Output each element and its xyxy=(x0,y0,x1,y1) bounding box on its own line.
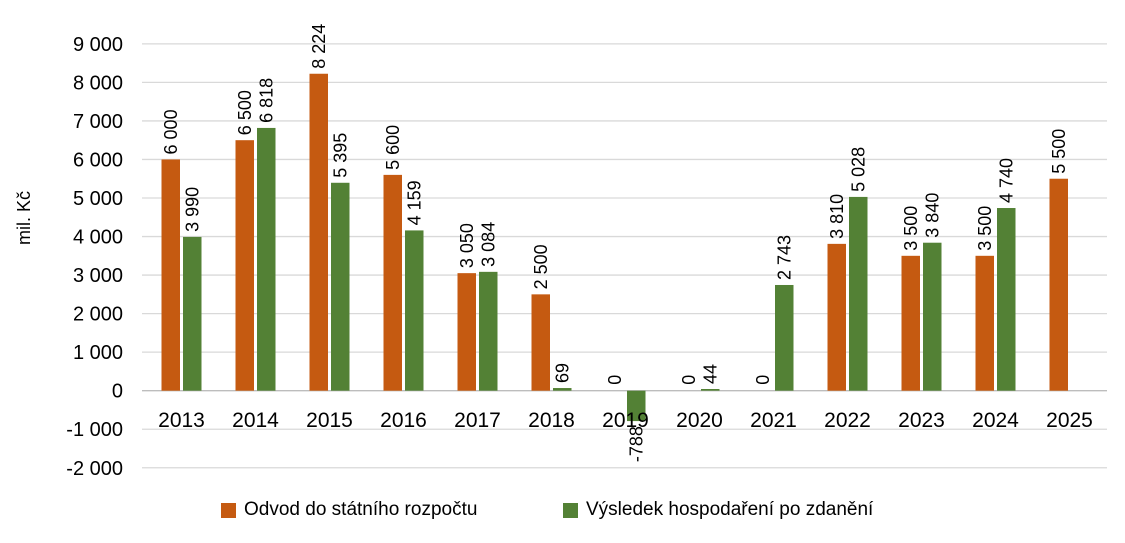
data-label: 69 xyxy=(552,363,573,384)
bar-vysledek xyxy=(775,285,794,391)
x-tick-label: 2019 xyxy=(602,409,649,432)
y-tick-label: 4 000 xyxy=(72,226,123,249)
bar-odvod xyxy=(532,294,551,390)
legend-label-vysledek: Výsledek hospodaření po zdanění xyxy=(586,499,874,520)
bar-odvod xyxy=(828,244,847,391)
data-label: 44 xyxy=(700,363,721,385)
bar-odvod xyxy=(902,256,921,391)
bar-vysledek xyxy=(479,272,498,391)
legend-swatch-green xyxy=(563,503,578,518)
x-tick-label: 2016 xyxy=(380,409,427,432)
x-tick-label: 2022 xyxy=(824,409,871,432)
legend-item-odvod xyxy=(221,499,477,521)
y-tick-label: 0 xyxy=(111,380,123,403)
data-label: 3 500 xyxy=(975,205,996,251)
data-label: 3 084 xyxy=(478,221,499,267)
data-label: 3 810 xyxy=(827,193,848,239)
data-label: 0 xyxy=(679,374,700,385)
data-label: 3 990 xyxy=(182,186,203,232)
y-tick-label: -2 000 xyxy=(66,457,123,480)
data-label: 2 743 xyxy=(774,234,795,280)
data-label: 0 xyxy=(753,374,774,385)
bar-odvod xyxy=(310,74,329,391)
data-label: 5 500 xyxy=(1049,128,1070,174)
data-label: -788 xyxy=(626,426,647,463)
data-label: 5 395 xyxy=(330,132,351,178)
bar-odvod xyxy=(976,256,995,391)
bar-odvod xyxy=(236,140,255,391)
data-label: 8 224 xyxy=(309,23,330,69)
legend-swatch-orange xyxy=(221,503,236,518)
bar-vysledek xyxy=(257,128,276,391)
x-tick-label: 2020 xyxy=(676,409,723,432)
y-tick-label: -1 000 xyxy=(66,419,123,442)
legend-item-vysledek xyxy=(563,499,873,521)
y-tick-label: 9 000 xyxy=(72,33,123,56)
x-tick-label: 2023 xyxy=(898,409,945,432)
x-tick-label: 2017 xyxy=(454,409,501,432)
bar-vysledek xyxy=(183,237,202,391)
data-label: 6 500 xyxy=(235,90,256,136)
data-label: 3 500 xyxy=(901,205,922,251)
bar-vysledek xyxy=(997,208,1016,391)
bar-vysledek xyxy=(701,389,720,391)
bar-vysledek xyxy=(849,197,868,391)
y-axis-title: mil. Kč xyxy=(14,191,34,245)
legend-label-odvod: Odvod do státního rozpočtu xyxy=(244,499,478,520)
y-tick-label: 3 000 xyxy=(72,265,123,288)
x-tick-label: 2014 xyxy=(232,409,279,432)
data-label: 5 028 xyxy=(848,146,869,192)
x-tick-label: 2015 xyxy=(306,409,353,432)
bar-vysledek xyxy=(405,230,424,390)
bar-vysledek xyxy=(553,388,572,391)
bar-odvod xyxy=(384,175,403,391)
x-tick-label: 2018 xyxy=(528,409,575,432)
data-label: 4 740 xyxy=(996,157,1017,204)
data-label: 5 600 xyxy=(383,124,404,170)
bar-odvod xyxy=(458,273,477,391)
y-tick-label: 6 000 xyxy=(72,149,123,172)
data-label: 6 000 xyxy=(161,109,182,155)
data-label: 4 159 xyxy=(404,180,425,226)
bar-odvod xyxy=(162,159,181,390)
data-label: 3 050 xyxy=(457,223,478,269)
data-label: 2 500 xyxy=(531,244,552,290)
data-label: 0 xyxy=(605,374,626,385)
data-label: 6 818 xyxy=(256,77,277,123)
y-tick-label: 5 000 xyxy=(72,188,123,210)
y-tick-label: 8 000 xyxy=(72,72,123,95)
y-tick-label: 2 000 xyxy=(72,303,123,326)
x-tick-label: 2013 xyxy=(158,409,205,432)
bar-odvod xyxy=(1050,179,1069,391)
bar-vysledek xyxy=(923,243,942,391)
y-tick-label: 7 000 xyxy=(72,110,123,133)
bar-vysledek xyxy=(331,183,350,391)
x-tick-label: 2025 xyxy=(1046,409,1093,432)
data-label: 3 840 xyxy=(922,192,943,238)
x-tick-label: 2024 xyxy=(972,409,1019,432)
x-tick-label: 2021 xyxy=(750,409,797,432)
y-tick-label: 1 000 xyxy=(72,342,123,365)
